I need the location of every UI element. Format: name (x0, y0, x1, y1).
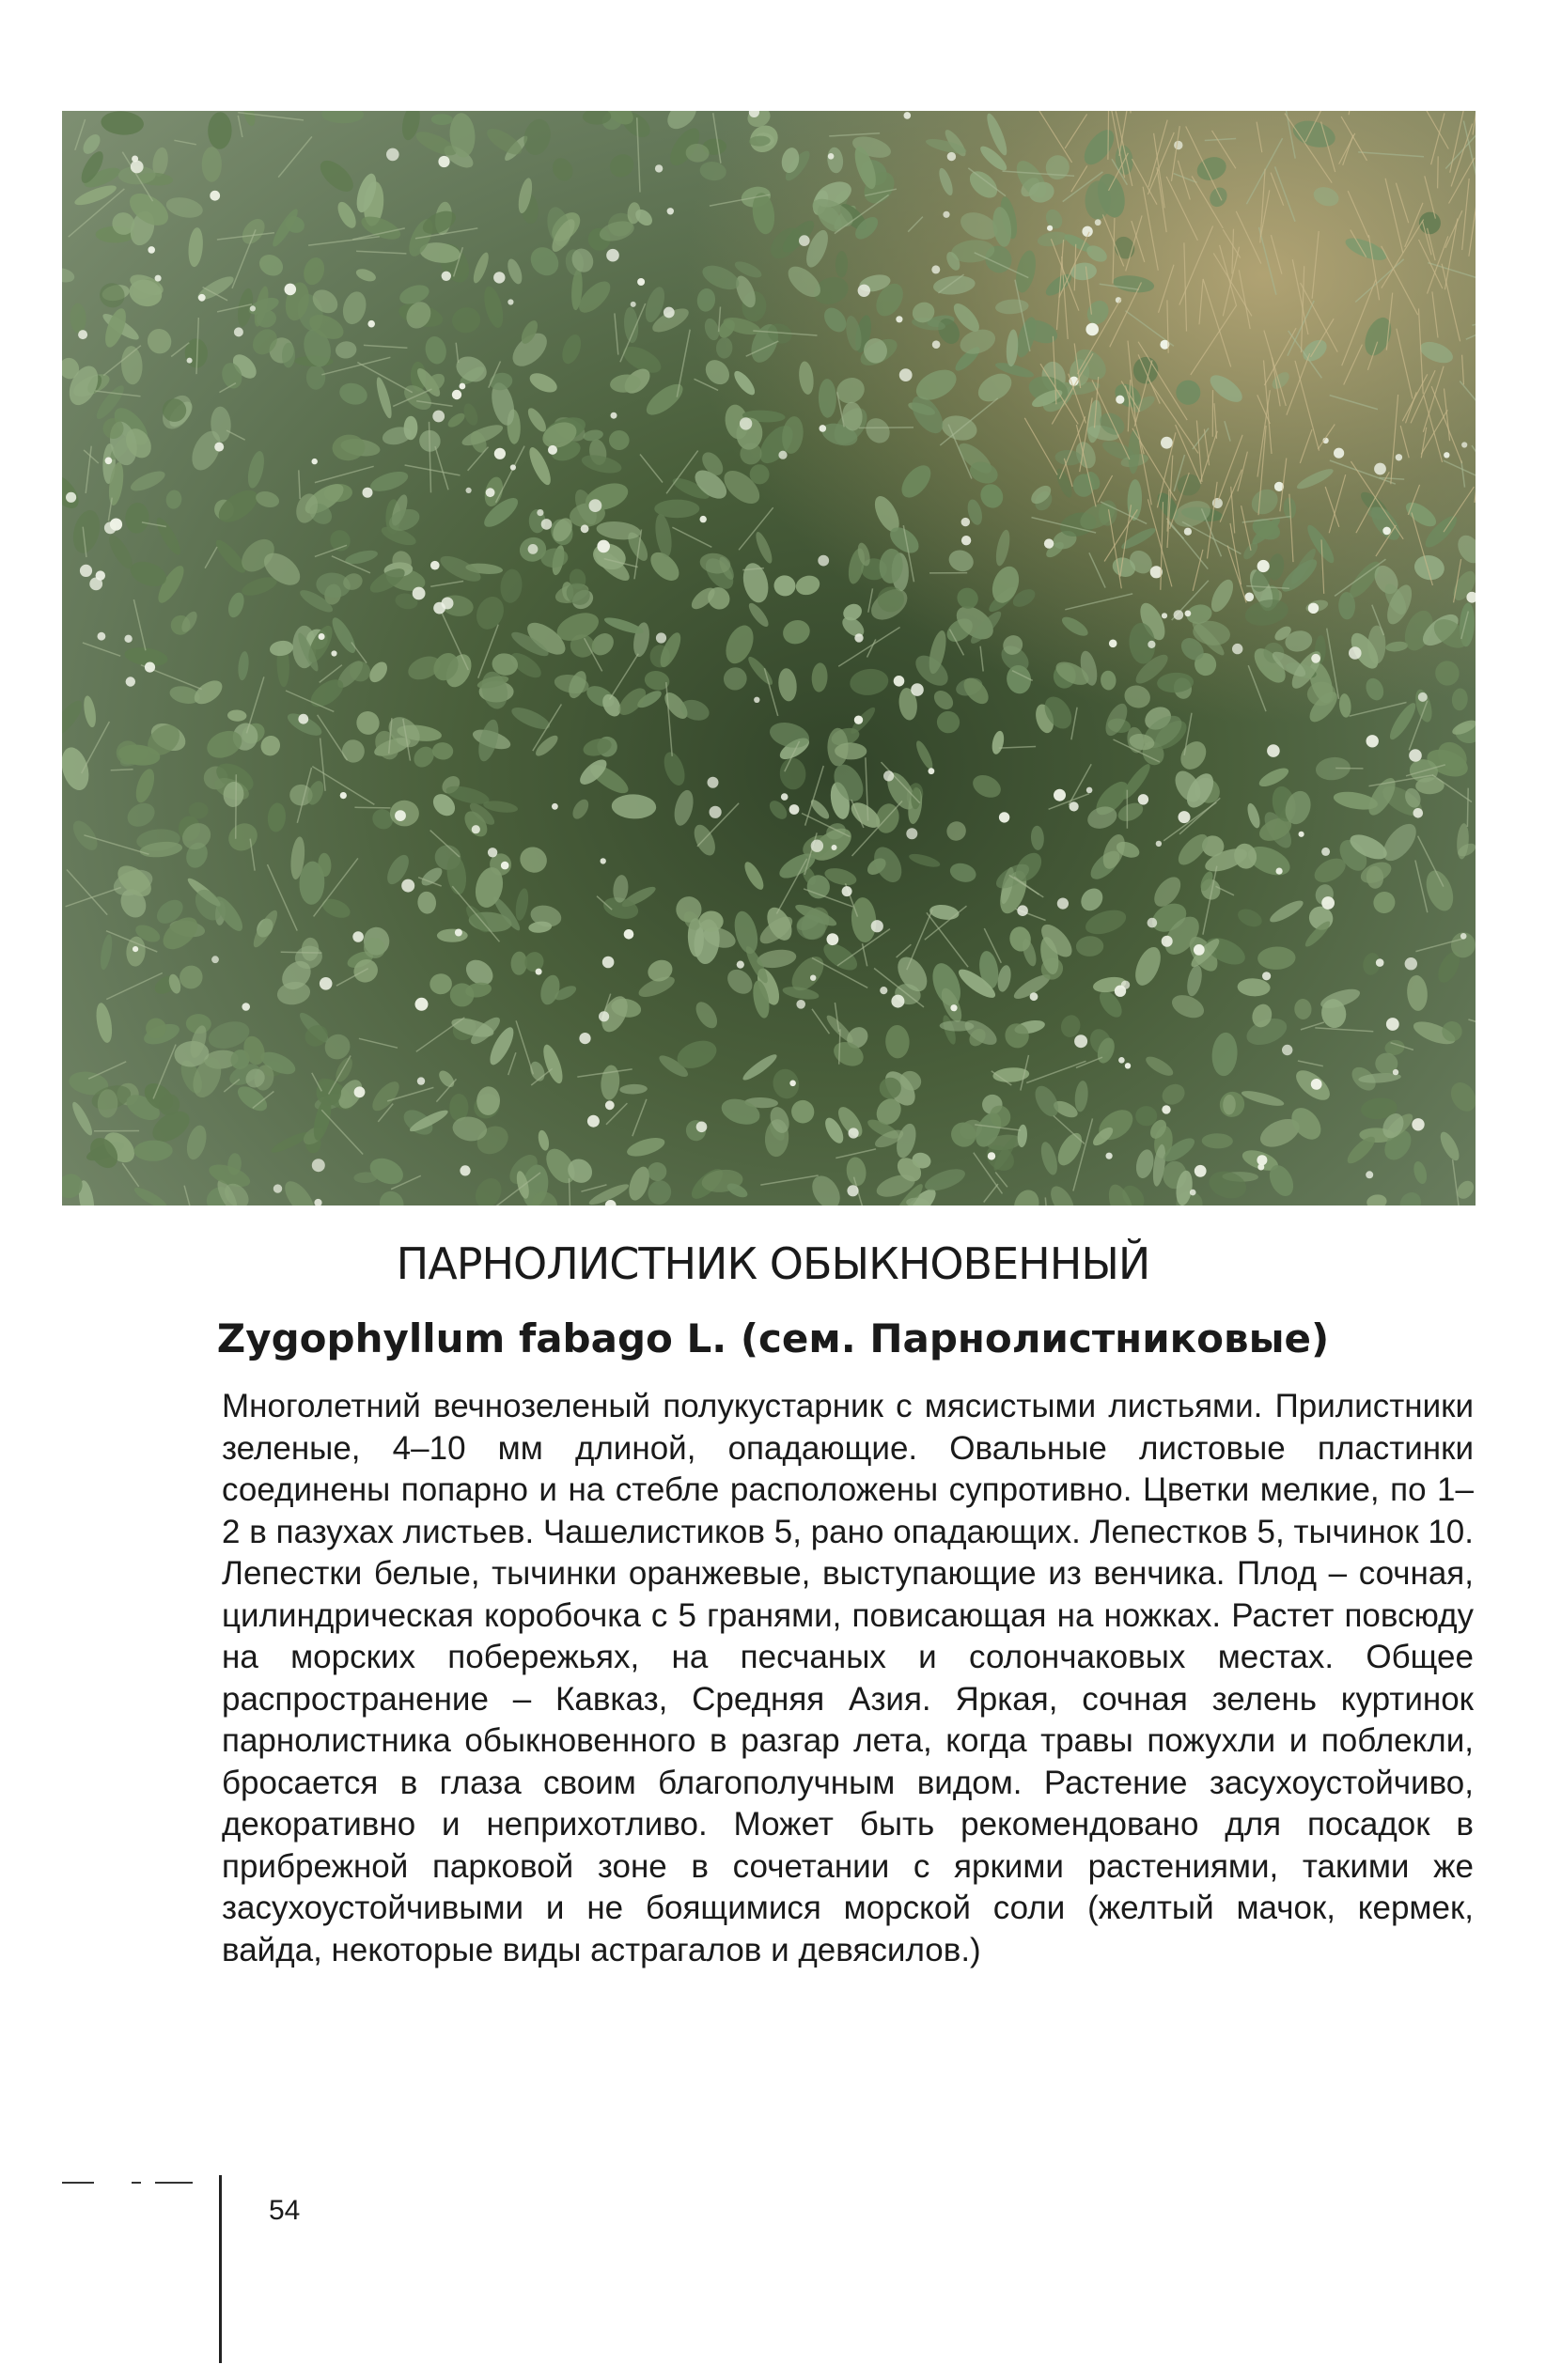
margin-dash (155, 2182, 193, 2184)
plant-photo (62, 111, 1476, 1206)
description-paragraph: Многолетний вечнозеленый полукустарник с мясистыми листьями. Прилистники зеленые, 4–10 мм длиной, опадающие. Овальные листовые пластинки соединены попарно и на стебле расположены супротивно. Цветки мелкие, по 1–2 в пазухах листьев. Чашелистиков 5, рано опадающих. Лепестков 5, тычинок 10. Лепестки белые, тычинки оранжевые, выступающие из венчика. Плод – сочная, цилиндрическая коробочка с 5 гранями, повисающая на ножках. Растет повсюду на морских побережьях, на песчаных и солончаковых местах. Общее распространение – Кавказ, Средняя Азия. Яркая, сочная зелень куртинок парнолистника обыкновенного в разгар лета, когда травы пожухли и поблекли, бросается в глаза своим благополучным видом. Растение засухоустойчиво, декоративно и неприхотливо. Может быть рекомендовано для посадок в прибрежной парковой зоне в сочетании с яркими растениями, такими же засухоустойчивыми и не боящимися морской соли (желтый мачок, кермек, вайда, некоторые виды астрагалов и девясилов.) (222, 1388, 1474, 1968)
margin-dash (62, 2182, 94, 2184)
gutter-line (219, 2175, 222, 2363)
margin-dash (132, 2182, 141, 2184)
page-number: 54 (269, 2195, 301, 2226)
foliage-illustration (62, 111, 1476, 1206)
page-title: ПАРНОЛИСТНИК ОБЫКНОВЕННЫЙ (396, 1238, 1150, 1289)
latin-name: Zygophyllum fabago L. (сем. Парнолистниковые) (216, 1315, 1330, 1361)
